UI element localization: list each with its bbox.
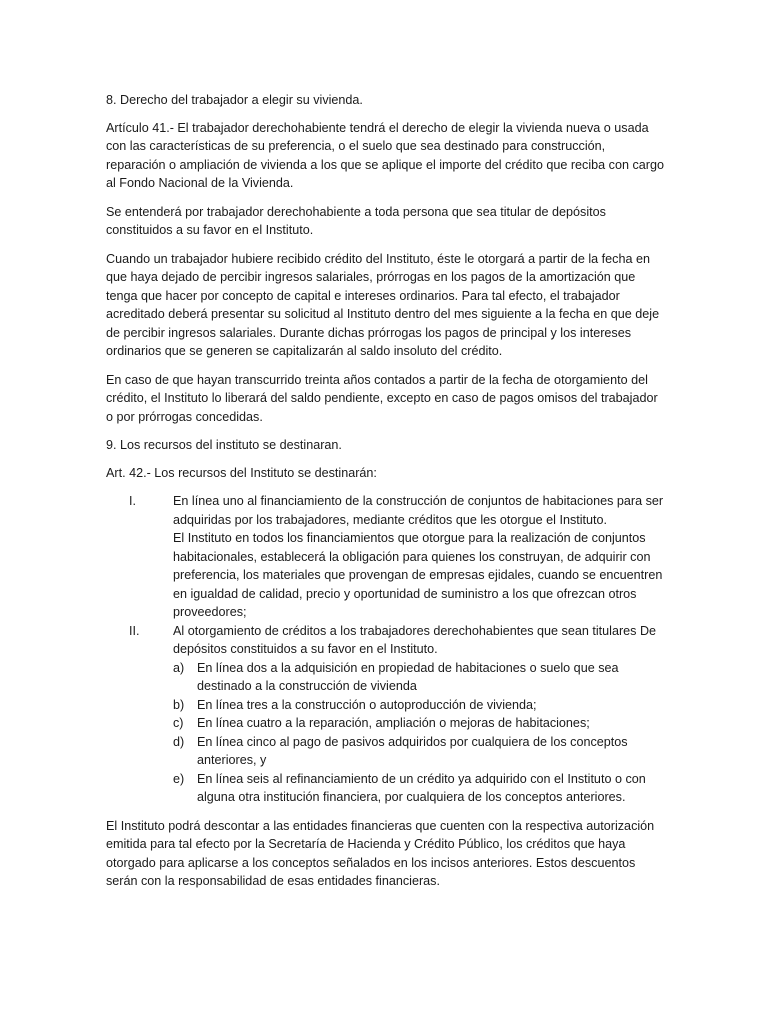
sub-item-text: En línea dos a la adquisición en propiedad de habitaciones o suelo que sea destinado a la construcción de vivienda — [197, 660, 619, 693]
sub-item-c — [106, 714, 668, 733]
sub-item-text: En línea cuatro a la reparación, ampliación o mejoras de habitaciones; — [197, 716, 590, 730]
sub-item-letter: e) — [173, 771, 185, 786]
sub-item-d — [106, 733, 668, 770]
article-41-paragraph-3: Cuando un trabajador hubiere recibido crédito del Instituto, éste le otorgará a partir de la fecha en que haya dejado de percibir ingresos salariales, prórrogas en los pagos de la amortización que tenga que hacer por concepto de capital e intereses ordinarios. Para tal efecto, el trabajador acreditado deberá presentar su solicitud al Instituto dentro del mes siguiente a la fecha en que deje de percibir ingresos salariales. Durante dichas prórrogas los pagos de principal y los intereses ordinarios que se generen se capitalizarán al saldo insoluto del crédito. — [106, 251, 660, 358]
sub-item-letter: b) — [173, 697, 185, 712]
sub-item-text: En línea cinco al pago de pasivos adquiridos por cualquiera de los conceptos anteriores, y — [197, 734, 628, 767]
sub-item-text: En línea tres a la construcción o autoproducción de vivienda; — [197, 697, 537, 712]
list-item-text: Al otorgamiento de créditos a los trabajadores derechohabientes que sean titulares De depósitos constituidos a su favor en el Instituto. — [173, 623, 657, 656]
article-41-paragraph-4: En caso de que hayan transcurrido treinta años contados a partir de la fecha de otorgamiento del crédito, el Instituto lo liberará del saldo pendiente, excepto en caso de pagos omisos del trabajador o por prórrogas concedidas. — [106, 372, 658, 424]
sub-item-text: En línea seis al refinanciamiento de un crédito ya adquirido con el Instituto o con alguna otra institución financiera, por cualquiera de los conceptos anteriores. — [197, 771, 646, 804]
article-42-intro: Art. 42.- Los recursos del Instituto se destinarán: — [106, 465, 377, 480]
article-41-paragraph-2: Se entenderá por trabajador derechohabiente a toda persona que sea titular de depósitos constituidos a su favor en el Instituto. — [106, 204, 606, 237]
sub-item-b — [106, 696, 668, 715]
section-8-heading: 8. Derecho del trabajador a elegir su vivienda. — [106, 93, 363, 107]
article-42-list — [106, 492, 668, 807]
list-item-number: I. — [129, 494, 136, 508]
list-item-text: En línea uno al financiamiento de la construcción de conjuntos de habitaciones para ser adquiridas por los trabajadores, mediante créditos que les otorgue el Instituto. — [173, 494, 664, 527]
list-item-number: II. — [129, 623, 140, 638]
section-9-heading: 9. Los recursos del instituto se destinaran. — [106, 438, 342, 452]
sub-item-e — [106, 770, 668, 807]
list-item-text-continued: El Instituto en todos los financiamientos que otorgue para la realización de conjuntos habitacionales, establecerá la obligación para quienes los construyan, de adquirir con preferencia, los materiales que provengan de empresas ejidales, cuando se encuentren en igualdad de calidad, precio y oportunidad de suministro a los que ofrezcan otros proveedores; — [173, 531, 663, 619]
list-item-i — [106, 492, 668, 622]
list-item-ii — [106, 622, 668, 659]
sub-item-a — [106, 659, 668, 696]
sub-item-letter: c) — [173, 716, 184, 730]
closing-paragraph: El Instituto podrá descontar a las entidades financieras que cuenten con la respectiva autorización emitida para tal efecto por la Secretaría de Hacienda y Crédito Público, los créditos que haya otorgado para aplicarse a los conceptos señalados en los incisos anteriores. Estos descuentos serán con la responsabilidad de esas entidades financieras. — [106, 818, 655, 888]
sub-item-letter: d) — [173, 734, 185, 749]
sub-item-letter: a) — [173, 660, 185, 675]
article-41-paragraph-1: Artículo 41.- El trabajador derechohabiente tendrá el derecho de elegir la vivienda nueva o usada con las características de su preferencia, o el suelo que sea destinado para construcción, reparación o ampliación de vivienda a los que se aplique el importe del crédito que reciba con cargo al Fondo Nacional de la Vivienda. — [106, 120, 664, 190]
